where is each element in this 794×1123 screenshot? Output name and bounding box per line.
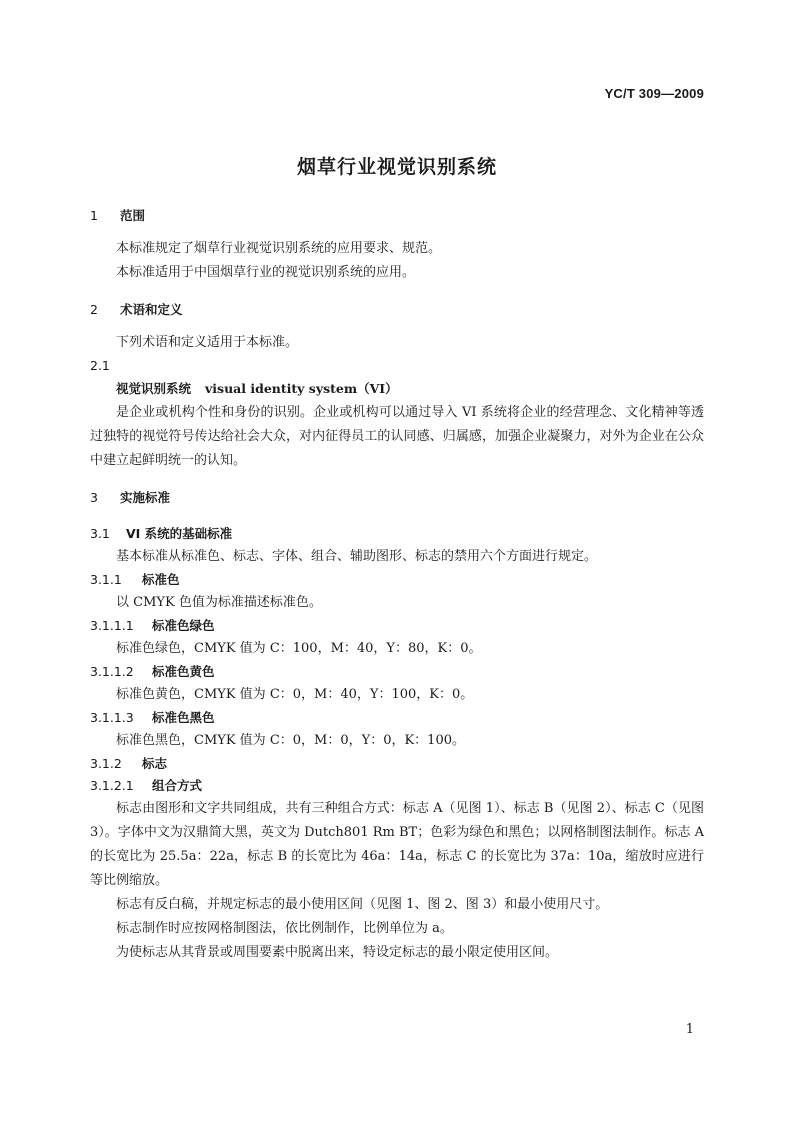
section-title: 标志 [142,756,168,771]
paragraph: 标志有反白稿，并规定标志的最小使用区间（见图 1、图 2、图 3）和最小使用尺寸。 [116,897,609,912]
term-english: visual identity system（VI） [205,381,398,396]
section-number: 2 [90,302,98,317]
section-number: 3.1 [90,526,110,541]
section-heading-2 [90,299,704,321]
section-number: 3 [90,490,98,505]
section-title: 术语和定义 [120,302,183,317]
section-heading-3-1-1-3 [90,707,704,729]
section-heading-3-1-1-1 [90,615,704,637]
section-title: 范围 [120,208,146,223]
section-number: 3.1.1.2 [90,664,134,679]
section-heading-3-1-2-1 [90,775,704,797]
paragraph: 为使标志从其背景或周围要素中脱离出来，特设定标志的最小限定使用区间。 [116,945,559,960]
section-number: 3.1.2.1 [90,778,134,793]
paragraph: 标志制作时应按网格制图法，依比例制作，比例单位为 a。 [116,921,453,936]
paragraph: 标准色黄色，CMYK 值为 C：0，M：40，Y：100，K：0。 [116,687,474,702]
document-body [90,205,704,965]
section-number: 3.1.1.3 [90,710,134,725]
section-title: 实施标准 [120,490,171,505]
section-title: 标准色绿色 [152,618,215,633]
section-heading-3-1 [90,523,704,545]
section-heading-3-1-1 [90,569,704,591]
section-title: 标准色黑色 [152,710,215,725]
section-title: 标准色黄色 [152,664,215,679]
section-number: 3.1.2 [90,756,122,771]
standard-code: YC/T 309—2009 [604,86,704,101]
section-heading-1 [90,205,704,227]
term-definition: 是企业或机构个性和身份的识别。企业或机构可以通过导入 VI 系统将企业的经营理念、文化精神等透过独特的视觉符号传达给社会大众，对内征得员工的认同感、归属感，加强企业凝聚力，对外为企业在公众中建立起鲜明统一的认知。 [90,405,704,468]
document-title: 烟草行业视觉识别系统 [296,156,497,178]
paragraph: 标准色绿色，CMYK 值为 C：100，M：40，Y：80，K：0。 [116,641,482,656]
section-heading-3-1-2 [90,753,704,775]
section-number: 1 [90,208,98,223]
paragraph: 标志由图形和文字共同组成，共有三种组合方式：标志 A（见图 1）、标志 B（见图 2）、标志 C（见图 3）。字体中文为汉鼎简大黑，英文为 Dutch801 Rm BT；色彩为绿色和黑色；以网格制图法制作。标志 A 的长宽比为 25.5a：22a，标志 B 的长宽比为 46a：14a，标志 C 的长宽比为 37a：10a，缩放时应进行等比例缩放。 [90,801,704,888]
term-title [90,377,704,401]
paragraph: 基本标准从标准色、标志、字体、组合、辅助图形、标志的禁用六个方面进行规定。 [116,549,598,564]
paragraph: 下列术语和定义适用于本标准。 [116,335,299,350]
section-heading-3 [90,487,704,509]
term-number: 2.1 [90,358,110,373]
paragraph: 以 CMYK 色值为标准描述标准色。 [116,595,322,610]
section-number: 3.1.1.1 [90,618,134,633]
term-chinese: 视觉识别系统 [116,381,192,396]
paragraph: 标准色黑色，CMYK 值为 C：0，M：0，Y：0，K：100。 [116,733,465,748]
section-title: 组合方式 [152,778,203,793]
paragraph: 本标准适用于中国烟草行业的视觉识别系统的应用。 [116,265,416,280]
section-title: 标准色 [142,572,180,587]
page-number: 1 [685,1022,694,1037]
section-title: VI 系统的基础标准 [126,526,233,541]
section-heading-3-1-1-2 [90,661,704,683]
section-number: 3.1.1 [90,572,122,587]
paragraph: 本标准规定了烟草行业视觉识别系统的应用要求、规范。 [116,241,442,256]
